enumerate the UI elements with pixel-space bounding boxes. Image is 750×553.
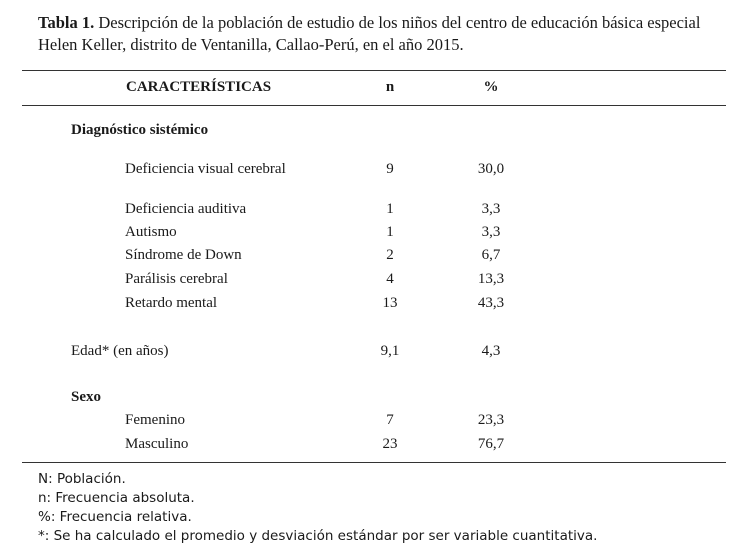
row-pct: 30,0 (477, 161, 505, 177)
row-label: Deficiencia visual cerebral (125, 161, 286, 177)
row-label: Síndrome de Down (125, 247, 242, 263)
row-n: 7 (386, 412, 394, 428)
footnote: N: Población. (38, 471, 126, 487)
section-sexo-title: Sexo (71, 389, 101, 405)
row-n: 23 (382, 436, 398, 452)
row-n: 13 (382, 295, 398, 311)
row-pct: 6,7 (481, 247, 501, 263)
row-label: Femenino (125, 412, 185, 428)
row-label: Masculino (125, 436, 189, 452)
row-label: Autismo (125, 224, 177, 240)
top-rule (22, 70, 726, 71)
header-characteristics: CARACTERÍSTICAS (126, 79, 272, 95)
row-n: 1 (386, 201, 394, 217)
row-pct: 3,3 (481, 224, 501, 240)
row-edad-n: 9,1 (380, 343, 400, 359)
header-n: n (385, 79, 395, 95)
header-percent: % (483, 79, 499, 95)
table-caption (38, 12, 718, 56)
footnote: n: Frecuencia absoluta. (38, 490, 195, 506)
header-rule (22, 105, 726, 106)
row-pct: 23,3 (477, 412, 505, 428)
row-edad-pct: 4,3 (481, 343, 501, 359)
section-diagnostico-title: Diagnóstico sistémico (71, 122, 209, 138)
row-pct: 3,3 (481, 201, 501, 217)
table-label: Tabla 1. (38, 13, 95, 32)
footnote: *: Se ha calculado el promedio y desviación estándar por ser variable cuantitativa. (38, 528, 598, 544)
row-pct: 13,3 (477, 271, 505, 287)
row-n: 9 (386, 161, 394, 177)
row-n: 1 (386, 224, 394, 240)
row-pct: 76,7 (477, 436, 505, 452)
row-pct: 43,3 (477, 295, 505, 311)
row-n: 2 (386, 247, 394, 263)
row-label: Deficiencia auditiva (125, 201, 247, 217)
bottom-rule (22, 462, 726, 463)
row-label: Retardo mental (125, 295, 218, 311)
row-n: 4 (386, 271, 394, 287)
footnote: %: Frecuencia relativa. (38, 509, 192, 525)
row-edad-label: Edad* (en años) (71, 343, 169, 359)
table-caption-text: Descripción de la población de estudio de los niños del centro de educación básica especial Helen Keller, distrito de Ventanilla, Callao-Perú, en el año 2015. (38, 13, 701, 54)
row-label: Parálisis cerebral (125, 271, 228, 287)
